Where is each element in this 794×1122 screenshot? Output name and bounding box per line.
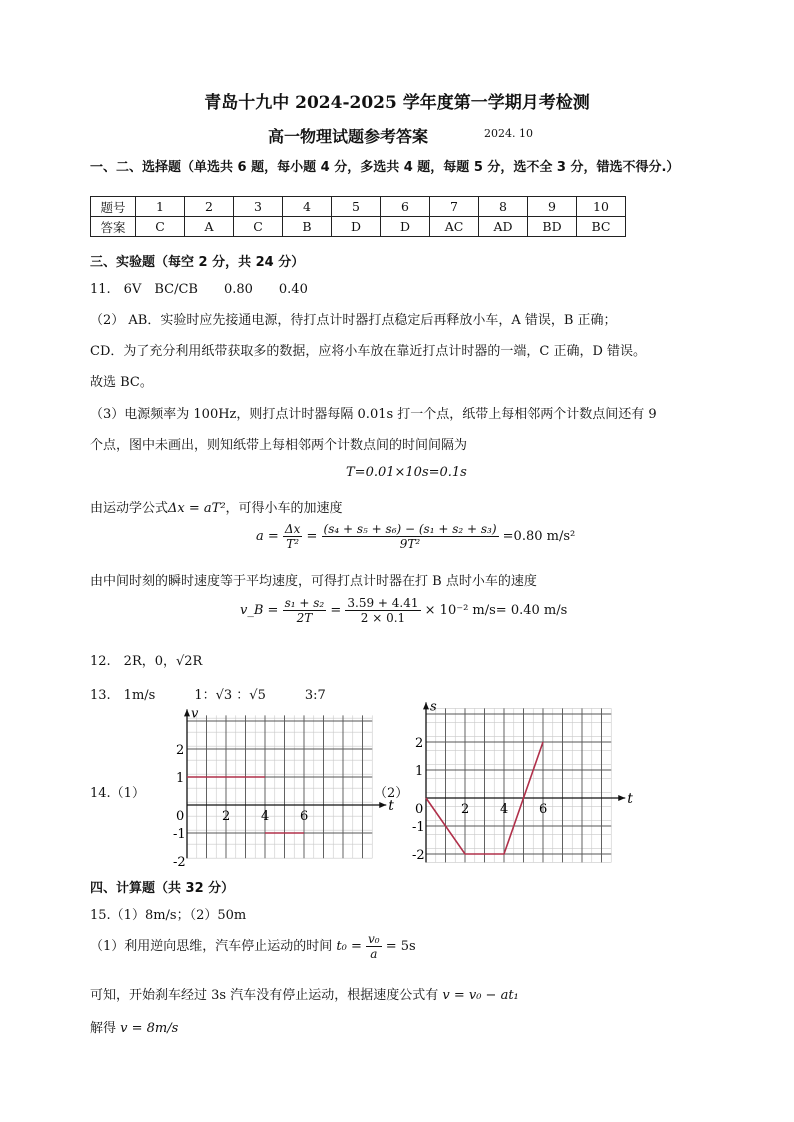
table-row-numbers bbox=[91, 197, 626, 217]
q15-answer: 15.（1）8m/s；（2）50m bbox=[90, 908, 247, 923]
eq-a-num1: Δx bbox=[284, 522, 301, 536]
acceleration-intro-formula: Δx = aT² bbox=[168, 501, 226, 516]
y-tick-label: -1 bbox=[173, 827, 186, 842]
q14-label-2: （2） bbox=[374, 786, 409, 801]
section3-heading: 三、实验题（每空 2 分，共 24 分） bbox=[90, 255, 305, 270]
x-tick-label: 2 bbox=[461, 802, 470, 817]
eq-v-fraction1 bbox=[283, 596, 327, 625]
v-t-graph bbox=[150, 706, 394, 870]
eq-v-num1: s₁ + s₂ bbox=[284, 596, 325, 610]
cell-number: 3 bbox=[234, 197, 283, 217]
equation-acceleration: a = $\frac{\Delta x}{\text{T²}}$ = $\frac{\text{(s₄ + s₅ + s₆) − (s₁ + s₂ + s₃)}}{\text{9T²}}$ =0.80 m/s² bbox=[256, 522, 576, 551]
cell-answer: AC bbox=[430, 217, 479, 237]
y-tick-label: 2 bbox=[415, 736, 424, 751]
acceleration-intro bbox=[90, 497, 343, 516]
cell-number: 8 bbox=[479, 197, 528, 217]
cell-number: 2 bbox=[185, 197, 234, 217]
cell-answer: BD bbox=[528, 217, 577, 237]
q15-part2 bbox=[90, 984, 519, 1003]
cell-answer: AD bbox=[479, 217, 528, 237]
page-subtitle: 高一物理试题参考答案 bbox=[268, 127, 429, 146]
y-tick-label: -1 bbox=[412, 820, 425, 835]
section1-heading: 一、二、选择题（单选共 6 题，每小题 4 分，多选共 4 题，每题 5 分，选不全 3 分，错选不得分.） bbox=[90, 160, 680, 175]
q11-part2-line2: CD．为了充分利用纸带获取多的数据，应将小车放在靠近打点计时器的一端，C 正确，D 错误。 bbox=[90, 344, 647, 359]
x-tick-label: 6 bbox=[539, 802, 548, 817]
page-date: 2024. 10 bbox=[484, 127, 533, 140]
q13-answer: 13. 1m/s 1：√3 ：√5 3:7 bbox=[90, 688, 326, 703]
cell-answer: A bbox=[185, 217, 234, 237]
q11-answers: 11. 6V BC/CB 0.80 0.40 bbox=[90, 282, 308, 297]
q15-part3-eq: v = 8m/s bbox=[120, 1021, 179, 1036]
acceleration-intro-text: 由运动学公式 bbox=[90, 501, 169, 516]
q15-part1 bbox=[90, 932, 416, 961]
equation-period: T=0.01×10s=0.1s bbox=[346, 465, 467, 480]
eq-v-fraction2 bbox=[345, 596, 420, 625]
q15-part1-t0: t₀ = bbox=[336, 939, 362, 954]
q15-part1-result: = 5s bbox=[385, 939, 416, 954]
q15-part1-num: v₀ bbox=[368, 932, 380, 946]
q12-answer: 12. 2R，0，√2R bbox=[90, 654, 203, 669]
cell-number: 5 bbox=[332, 197, 381, 217]
q14-label: 14.（1） bbox=[90, 786, 145, 801]
acceleration-intro-tail: ，可得小车的加速度 bbox=[225, 501, 343, 516]
cell-answer: B bbox=[283, 217, 332, 237]
row-label-number: 题号 bbox=[91, 197, 136, 217]
x-axis-label: t bbox=[627, 791, 633, 807]
cell-number: 4 bbox=[283, 197, 332, 217]
q15-part2-text: 可知，开始刹车经过 3s 汽车没有停止运动，根据速度公式有 bbox=[90, 988, 439, 1003]
eq-a-den1: T² bbox=[286, 537, 300, 551]
y-tick-label: 1 bbox=[176, 771, 185, 786]
y-axis-label: s bbox=[430, 699, 437, 715]
eq-a-result: =0.80 m/s² bbox=[502, 529, 576, 544]
cell-number: 9 bbox=[528, 197, 577, 217]
cell-answer: C bbox=[136, 217, 185, 237]
cell-answer: D bbox=[332, 217, 381, 237]
q15-part3 bbox=[90, 1017, 178, 1036]
eq-v-den2: 2 × 0.1 bbox=[360, 611, 406, 625]
y-tick-label: -2 bbox=[173, 855, 186, 870]
x-tick-label: 0 bbox=[176, 809, 185, 824]
q11-part2-line3: 故选 BC。 bbox=[90, 375, 153, 390]
x-axis-arrow bbox=[379, 802, 386, 808]
y-tick-label: 1 bbox=[415, 764, 424, 779]
eq-v-lhs: v_B = bbox=[240, 603, 279, 618]
cell-number: 10 bbox=[577, 197, 626, 217]
q11-part3-line2: 个点，图中未画出，则知纸带上每相邻两个计数点间的时间间隔为 bbox=[90, 438, 468, 453]
eq-v-tail: × 10⁻² m/s= 0.40 m/s bbox=[424, 603, 568, 618]
eq-a-lhs: a = bbox=[256, 529, 279, 544]
row-label-answer: 答案 bbox=[91, 217, 136, 237]
y-axis-arrow bbox=[184, 709, 190, 716]
x-tick-label: 6 bbox=[300, 809, 309, 824]
s-t-graph bbox=[400, 699, 633, 868]
eq-a-fraction1 bbox=[283, 522, 302, 551]
x-axis-arrow bbox=[618, 795, 625, 801]
eq-a-fraction2 bbox=[322, 522, 499, 551]
cell-answer: D bbox=[381, 217, 430, 237]
eq-a-den2: 9T² bbox=[399, 537, 421, 551]
cell-answer: BC bbox=[577, 217, 626, 237]
section4-heading: 四、计算题（共 32 分） bbox=[90, 881, 235, 896]
velocity-intro: 由中间时刻的瞬时速度等于平均速度，可得打点计时器在打 B 点时小车的速度 bbox=[90, 574, 537, 589]
y-axis-arrow bbox=[423, 702, 429, 709]
q11-part3-line1: （3）电源频率为 100Hz，则打点计时器每隔 0.01s 打一个点，纸带上每相邻两个计数点间还有 9 bbox=[90, 407, 657, 422]
equation-velocity: v_B = $\frac{\text{s₁ + s₂}}{2T}$ = $\frac{3.59 + 4.41}{2 \times 0.1}$ × 10⁻² m/s= 0.40 m/s bbox=[240, 596, 568, 625]
x-tick-label: 0 bbox=[415, 802, 424, 817]
cell-number: 1 bbox=[136, 197, 185, 217]
page-title: 青岛十九中 2024-2025 学年度第一学期月考检测 bbox=[204, 93, 590, 113]
x-axis-label: t bbox=[388, 798, 394, 814]
y-tick-label: -2 bbox=[412, 848, 425, 863]
eq-v-num2: 3.59 + 4.41 bbox=[347, 596, 419, 610]
table-row-answers bbox=[91, 217, 626, 237]
answer-table bbox=[90, 196, 626, 237]
q15-part1-den: a bbox=[370, 947, 378, 961]
q11-part2-line1: （2） AB．实验时应先接通电源，待打点计时器打点稳定后再释放小车，A 错误，B 正确； bbox=[90, 313, 617, 328]
x-tick-label: 4 bbox=[261, 809, 270, 824]
eq-a-num2: (s₄ + s₅ + s₆) − (s₁ + s₂ + s₃) bbox=[323, 522, 497, 536]
x-tick-label: 4 bbox=[500, 802, 509, 817]
q15-part1-fraction bbox=[366, 932, 382, 961]
y-tick-label: 2 bbox=[176, 743, 185, 758]
cell-number: 6 bbox=[381, 197, 430, 217]
cell-answer: C bbox=[234, 217, 283, 237]
q15-part3-text: 解得 bbox=[90, 1021, 117, 1036]
cell-number: 7 bbox=[430, 197, 479, 217]
x-tick-label: 2 bbox=[222, 809, 231, 824]
q15-part1-text: （1）利用逆向思维，汽车停止运动的时间 bbox=[90, 939, 333, 954]
y-axis-label: v bbox=[191, 706, 199, 722]
eq-v-den1: 2T bbox=[296, 611, 313, 625]
q15-part2-eq: v = v₀ − at₁ bbox=[442, 988, 519, 1003]
